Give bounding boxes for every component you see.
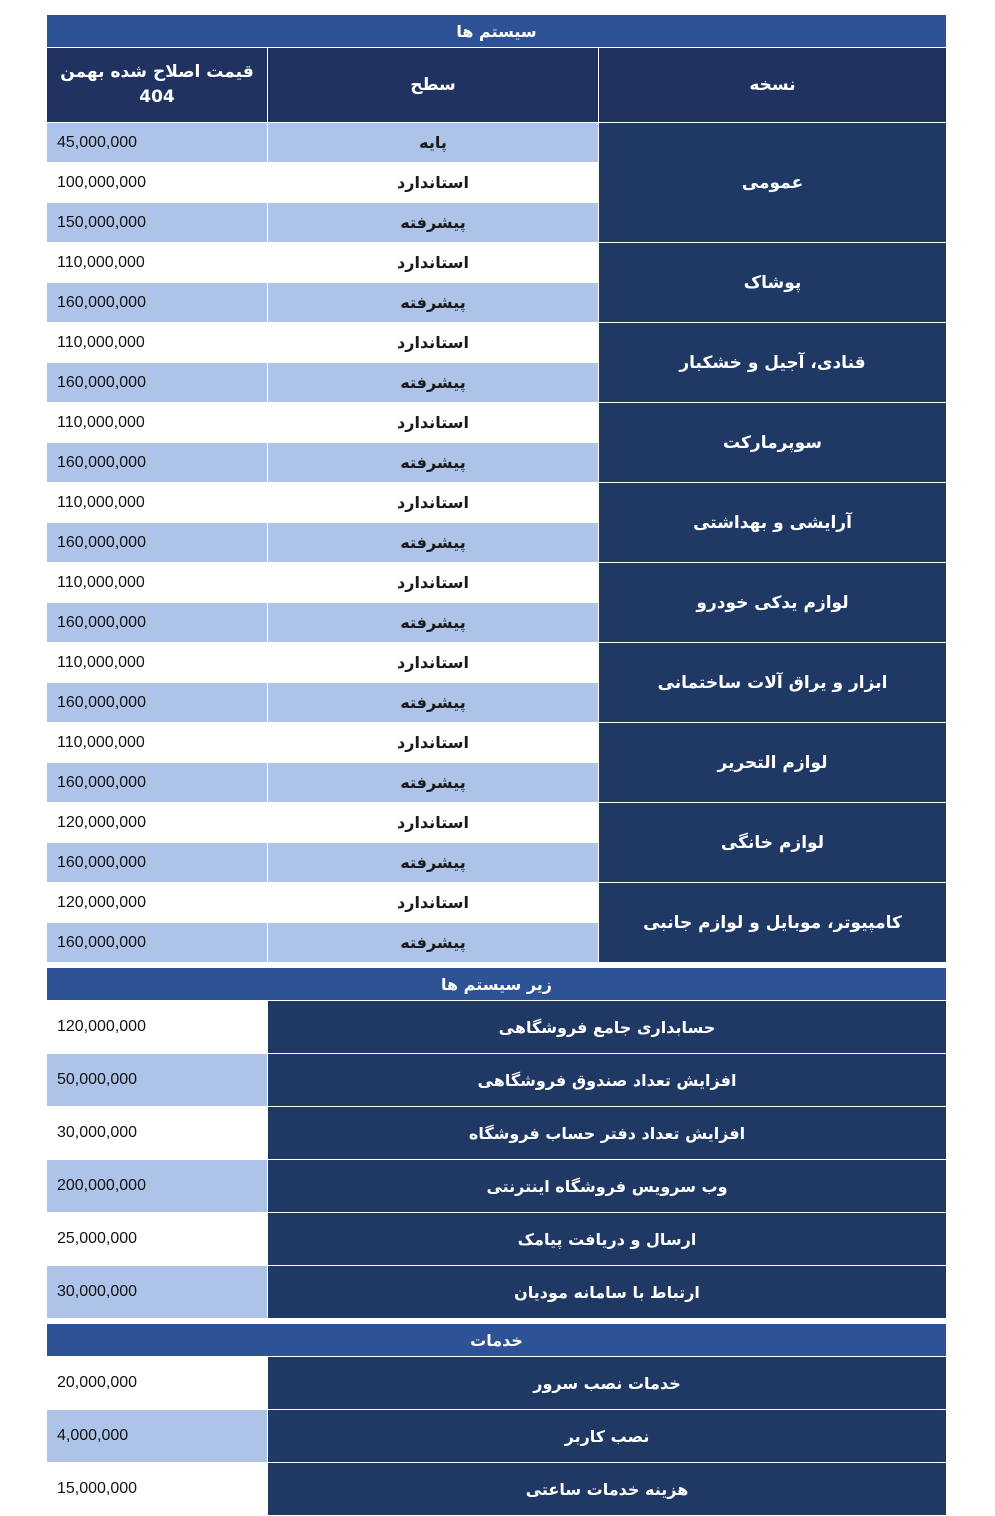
price-cell: 110,000,000 xyxy=(46,323,267,363)
level-cell: استاندارد xyxy=(268,563,599,603)
level-cell: پیشرفته xyxy=(268,443,599,483)
price-cell: 160,000,000 xyxy=(46,603,267,643)
subsystem-name-cell: افزایش تعداد دفتر حساب فروشگاه xyxy=(268,1107,947,1160)
level-cell: پیشرفته xyxy=(268,683,599,723)
level-cell: پایه xyxy=(268,123,599,163)
table-row xyxy=(46,1213,946,1266)
level-cell: پیشرفته xyxy=(268,283,599,323)
subsystem-name-cell: حسابداری جامع فروشگاهی xyxy=(268,1001,947,1054)
level-cell: استاندارد xyxy=(268,883,599,923)
price-cell: 150,000,000 xyxy=(46,203,267,243)
column-header-version: نسخه xyxy=(599,48,947,123)
level-cell: پیشرفته xyxy=(268,843,599,883)
service-name-cell: نصب کاربر xyxy=(268,1410,947,1463)
table-row xyxy=(46,483,946,523)
price-cell: 160,000,000 xyxy=(46,763,267,803)
price-cell: 110,000,000 xyxy=(46,243,267,283)
table-row xyxy=(46,403,946,443)
version-name-cell: عمومی xyxy=(599,123,947,243)
table-row xyxy=(46,1410,946,1463)
price-cell: 110,000,000 xyxy=(46,723,267,763)
price-cell: 160,000,000 xyxy=(46,523,267,563)
services-section-header-row xyxy=(46,1324,946,1357)
service-price-cell: 15,000,000 xyxy=(46,1463,267,1516)
level-cell: پیشرفته xyxy=(268,203,599,243)
level-cell: پیشرفته xyxy=(268,523,599,563)
subsystem-price-cell: 200,000,000 xyxy=(46,1160,267,1213)
table-row xyxy=(46,643,946,683)
version-name-cell: لوازم یدکی خودرو xyxy=(599,563,947,643)
level-cell: پیشرفته xyxy=(268,923,599,963)
column-header-level: سطح xyxy=(268,48,599,123)
table-row xyxy=(46,123,946,163)
version-name-cell: سوپرمارکت xyxy=(599,403,947,483)
version-name-cell: لوازم التحریر xyxy=(599,723,947,803)
table-row xyxy=(46,563,946,603)
price-cell: 110,000,000 xyxy=(46,483,267,523)
subsystems-section-header: زیر سیستم ها xyxy=(46,968,946,1001)
price-cell: 160,000,000 xyxy=(46,683,267,723)
subsystem-name-cell: ارتباط با سامانه مودیان xyxy=(268,1266,947,1319)
service-price-cell: 4,000,000 xyxy=(46,1410,267,1463)
price-cell: 45,000,000 xyxy=(46,123,267,163)
price-cell: 160,000,000 xyxy=(46,363,267,403)
subsystem-price-cell: 25,000,000 xyxy=(46,1213,267,1266)
price-cell: 110,000,000 xyxy=(46,563,267,603)
level-cell: استاندارد xyxy=(268,403,599,443)
price-cell: 120,000,000 xyxy=(46,883,267,923)
table-row xyxy=(46,803,946,843)
subsystem-name-cell: افزایش تعداد صندوق فروشگاهی xyxy=(268,1054,947,1107)
subsystem-name-cell: وب سرویس فروشگاه اینترنتی xyxy=(268,1160,947,1213)
systems-section-header: سیستم ها xyxy=(46,15,946,48)
price-cell: 160,000,000 xyxy=(46,843,267,883)
table-row xyxy=(46,1357,946,1410)
subsystem-price-cell: 30,000,000 xyxy=(46,1107,267,1160)
level-cell: استاندارد xyxy=(268,803,599,843)
price-cell: 110,000,000 xyxy=(46,643,267,683)
table-row xyxy=(46,1054,946,1107)
service-name-cell: هزینه خدمات ساعتی xyxy=(268,1463,947,1516)
level-cell: استاندارد xyxy=(268,323,599,363)
version-name-cell: پوشاک xyxy=(599,243,947,323)
table-row xyxy=(46,1107,946,1160)
price-cell: 120,000,000 xyxy=(46,803,267,843)
table-row xyxy=(46,723,946,763)
systems-section-header-row xyxy=(46,15,946,48)
column-header-row xyxy=(46,48,946,123)
level-cell: پیشرفته xyxy=(268,763,599,803)
subsystem-price-cell: 50,000,000 xyxy=(46,1054,267,1107)
table-row xyxy=(46,243,946,283)
price-cell: 100,000,000 xyxy=(46,163,267,203)
table-row xyxy=(46,1463,946,1516)
version-name-cell: کامپیوتر، موبایل و لوازم جانبی xyxy=(599,883,947,963)
version-name-cell: لوازم خانگی xyxy=(599,803,947,883)
price-cell: 160,000,000 xyxy=(46,923,267,963)
version-name-cell: ابزار و یراق آلات ساختمانی xyxy=(599,643,947,723)
pricing-table xyxy=(46,14,947,1516)
level-cell: پیشرفته xyxy=(268,603,599,643)
level-cell: استاندارد xyxy=(268,243,599,283)
price-cell: 160,000,000 xyxy=(46,443,267,483)
subsystem-price-cell: 30,000,000 xyxy=(46,1266,267,1319)
version-name-cell: آرایشی و بهداشتی xyxy=(599,483,947,563)
table-row xyxy=(46,1266,946,1319)
subsystem-name-cell: ارسال و دریافت پیامک xyxy=(268,1213,947,1266)
column-header-price: قیمت اصلاح شده بهمن 404 xyxy=(46,48,267,123)
table-row xyxy=(46,323,946,363)
level-cell: استاندارد xyxy=(268,643,599,683)
table-row xyxy=(46,1160,946,1213)
level-cell: استاندارد xyxy=(268,483,599,523)
table-row xyxy=(46,883,946,923)
subsystem-price-cell: 120,000,000 xyxy=(46,1001,267,1054)
table-row xyxy=(46,1001,946,1054)
service-name-cell: خدمات نصب سرور xyxy=(268,1357,947,1410)
service-price-cell: 20,000,000 xyxy=(46,1357,267,1410)
subsystems-section-header-row xyxy=(46,968,946,1001)
version-name-cell: قنادی، آجیل و خشکبار xyxy=(599,323,947,403)
price-cell: 160,000,000 xyxy=(46,283,267,323)
services-section-header: خدمات xyxy=(46,1324,946,1357)
price-cell: 110,000,000 xyxy=(46,403,267,443)
level-cell: استاندارد xyxy=(268,723,599,763)
level-cell: پیشرفته xyxy=(268,363,599,403)
level-cell: استاندارد xyxy=(268,163,599,203)
